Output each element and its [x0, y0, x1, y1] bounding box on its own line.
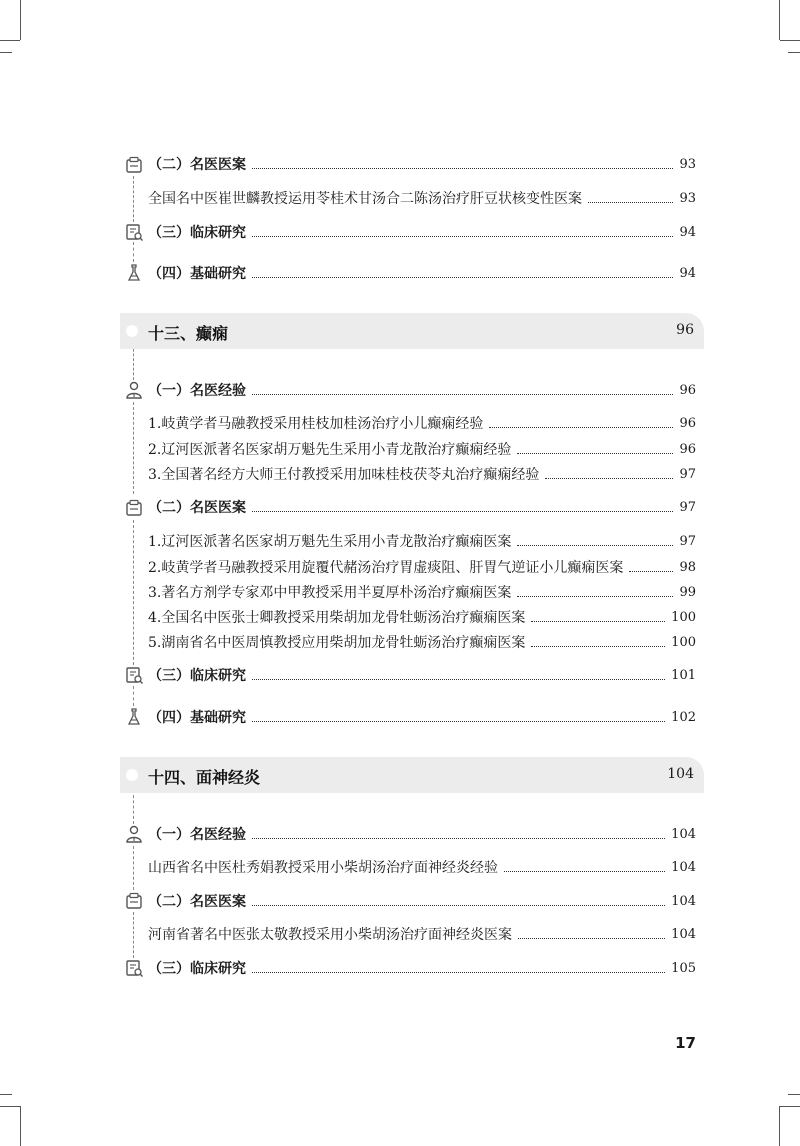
- page-ref: 98: [679, 560, 696, 575]
- research-icon: [124, 222, 144, 242]
- page-ref: 99: [679, 585, 696, 600]
- cases-icon: [124, 498, 144, 518]
- research-icon: [124, 958, 144, 978]
- dot-leader: [517, 545, 673, 546]
- crop-mark: [0, 40, 20, 41]
- entry-title: 1.辽河医派著名医家胡万魁先生采用小青龙散治疗癫痫医案: [148, 534, 512, 550]
- page-ref: 93: [679, 191, 696, 206]
- connector-line: [133, 242, 134, 262]
- toc-section-row[interactable]: [148, 889, 696, 911]
- entry-title: 1.岐黄学者马融教授采用桂枝加桂汤治疗小儿癫痫经验: [148, 416, 484, 432]
- section-title: （二）名医医案: [148, 157, 246, 173]
- entry-title: 3.著名方剂学专家邓中甲教授采用半夏厚朴汤治疗癫痫医案: [148, 585, 512, 601]
- crop-mark: [788, 1094, 800, 1095]
- page-ref: 100: [671, 635, 696, 650]
- crop-mark: [780, 40, 800, 41]
- dot-leader: [252, 838, 665, 839]
- cases-icon: [124, 155, 144, 175]
- chapter-title: 十四、面神经炎: [148, 768, 261, 787]
- bullet-dot: [126, 769, 138, 781]
- connector-line: [133, 402, 134, 494]
- page-number: 17: [675, 1034, 696, 1052]
- page-ref: 96: [679, 442, 696, 457]
- dot-leader: [252, 168, 673, 169]
- dot-leader: [504, 871, 665, 872]
- dot-leader: [252, 721, 665, 722]
- toc-section-row[interactable]: [148, 956, 696, 978]
- toc-section-row[interactable]: [148, 378, 696, 400]
- entry-title: 3.全国著名经方大师王付教授采用加味桂枝茯苓丸治疗癫痫经验: [148, 467, 540, 483]
- toc-section-row[interactable]: [148, 261, 696, 283]
- page-ref: 100: [671, 610, 696, 625]
- toc-section-row[interactable]: [148, 220, 696, 242]
- toc-entry-row[interactable]: [148, 605, 696, 627]
- dot-leader: [531, 621, 665, 622]
- dot-leader: [252, 905, 665, 906]
- connector-line: [133, 344, 134, 380]
- section-title: （三）临床研究: [148, 961, 246, 977]
- entry-title: 2.辽河医派著名医家胡万魁先生采用小青龙散治疗癫痫经验: [148, 442, 512, 458]
- toc-section-row[interactable]: [148, 663, 696, 685]
- section-title: （一）名医经验: [148, 383, 246, 399]
- toc-section-row[interactable]: [148, 705, 696, 727]
- page-ref: 97: [679, 534, 696, 549]
- toc-entry-row[interactable]: [148, 411, 696, 433]
- dot-leader: [531, 646, 665, 647]
- lab-icon: [124, 263, 144, 283]
- toc-section-row[interactable]: [148, 495, 696, 517]
- toc-entry-row[interactable]: [148, 580, 696, 602]
- connector-line: [133, 846, 134, 890]
- toc-entry-row[interactable]: [148, 186, 696, 208]
- crop-mark: [0, 1094, 12, 1095]
- dot-leader: [252, 394, 673, 395]
- crop-mark: [779, 1106, 780, 1146]
- entry-title: 全国名中医崔世麟教授运用苓桂术甘汤合二陈汤治疗肝豆状核变性医案: [148, 191, 582, 207]
- section-title: （三）临床研究: [148, 668, 246, 684]
- page-ref: 97: [679, 467, 696, 482]
- section-title: （二）名医医案: [148, 500, 246, 516]
- section-title: （四）基础研究: [148, 266, 246, 282]
- page-ref: 96: [679, 416, 696, 431]
- toc-section-row[interactable]: [148, 822, 696, 844]
- chapter-title: 十三、癫痫: [148, 324, 229, 343]
- toc-entry-row[interactable]: [148, 630, 696, 652]
- cases-icon: [124, 891, 144, 911]
- page-ref: 93: [679, 157, 696, 172]
- crop-mark: [0, 52, 12, 53]
- page-ref: 104: [671, 827, 696, 842]
- crop-mark: [779, 0, 780, 40]
- dot-leader: [252, 236, 673, 237]
- dot-leader: [518, 938, 665, 939]
- dot-leader: [517, 453, 673, 454]
- dot-leader: [252, 972, 665, 973]
- entry-title: 5.湖南省名中医周慎教授应用柴胡加龙骨牡蛎汤治疗癫痫医案: [148, 635, 526, 651]
- connector-line: [133, 790, 134, 824]
- page-ref: 94: [679, 225, 696, 240]
- section-title: （四）基础研究: [148, 710, 246, 726]
- toc-entry-row[interactable]: [148, 922, 696, 944]
- dot-leader: [588, 202, 673, 203]
- page-ref: 97: [679, 500, 696, 515]
- dot-leader: [545, 478, 673, 479]
- connector-line: [133, 912, 134, 958]
- page-ref: 104: [667, 766, 694, 782]
- dot-leader: [252, 511, 673, 512]
- doctor-icon: [124, 824, 144, 844]
- page-ref: 104: [671, 860, 696, 875]
- page-ref: 96: [676, 322, 694, 338]
- page-ref: 96: [679, 383, 696, 398]
- crop-mark: [780, 1106, 800, 1107]
- section-title: （三）临床研究: [148, 225, 246, 241]
- entry-title: 山西省名中医杜秀娟教授采用小柴胡汤治疗面神经炎经验: [148, 860, 498, 876]
- dot-leader: [252, 277, 673, 278]
- connector-line: [133, 520, 134, 665]
- toc-entry-row[interactable]: [148, 437, 696, 459]
- entry-title: 河南省著名中医张太敬教授采用小柴胡汤治疗面神经炎医案: [148, 927, 512, 943]
- research-icon: [124, 665, 144, 685]
- connector-line: [133, 686, 134, 706]
- toc-entry-row[interactable]: [148, 555, 696, 577]
- page-ref: 104: [671, 927, 696, 942]
- entry-title: 4.全国名中医张士卿教授采用柴胡加龙骨牡蛎汤治疗癫痫医案: [148, 610, 526, 626]
- page-ref: 105: [671, 961, 696, 976]
- lab-icon: [124, 707, 144, 727]
- chapter-heading[interactable]: [120, 757, 704, 793]
- bullet-dot: [126, 325, 138, 337]
- dot-leader: [629, 571, 673, 572]
- dot-leader: [489, 427, 673, 428]
- toc-entry-row[interactable]: [148, 529, 696, 551]
- section-title: （二）名医医案: [148, 894, 246, 910]
- crop-mark: [788, 52, 800, 53]
- toc-entry-row[interactable]: [148, 462, 696, 484]
- doctor-icon: [124, 380, 144, 400]
- crop-mark: [20, 1106, 21, 1146]
- toc-entry-row[interactable]: [148, 855, 696, 877]
- page-ref: 104: [671, 894, 696, 909]
- chapter-heading[interactable]: [120, 313, 704, 349]
- connector-line: [133, 176, 134, 222]
- page-ref: 102: [671, 710, 696, 725]
- crop-mark: [0, 1106, 20, 1107]
- crop-mark: [20, 0, 21, 40]
- page-ref: 101: [671, 668, 696, 683]
- dot-leader: [252, 679, 665, 680]
- section-title: （一）名医经验: [148, 827, 246, 843]
- entry-title: 2.岐黄学者马融教授采用旋覆代赭汤治疗胃虚痰阻、肝胃气逆证小儿癫痫医案: [148, 560, 624, 576]
- dot-leader: [517, 596, 673, 597]
- page-ref: 94: [679, 266, 696, 281]
- toc-section-row[interactable]: [148, 152, 696, 174]
